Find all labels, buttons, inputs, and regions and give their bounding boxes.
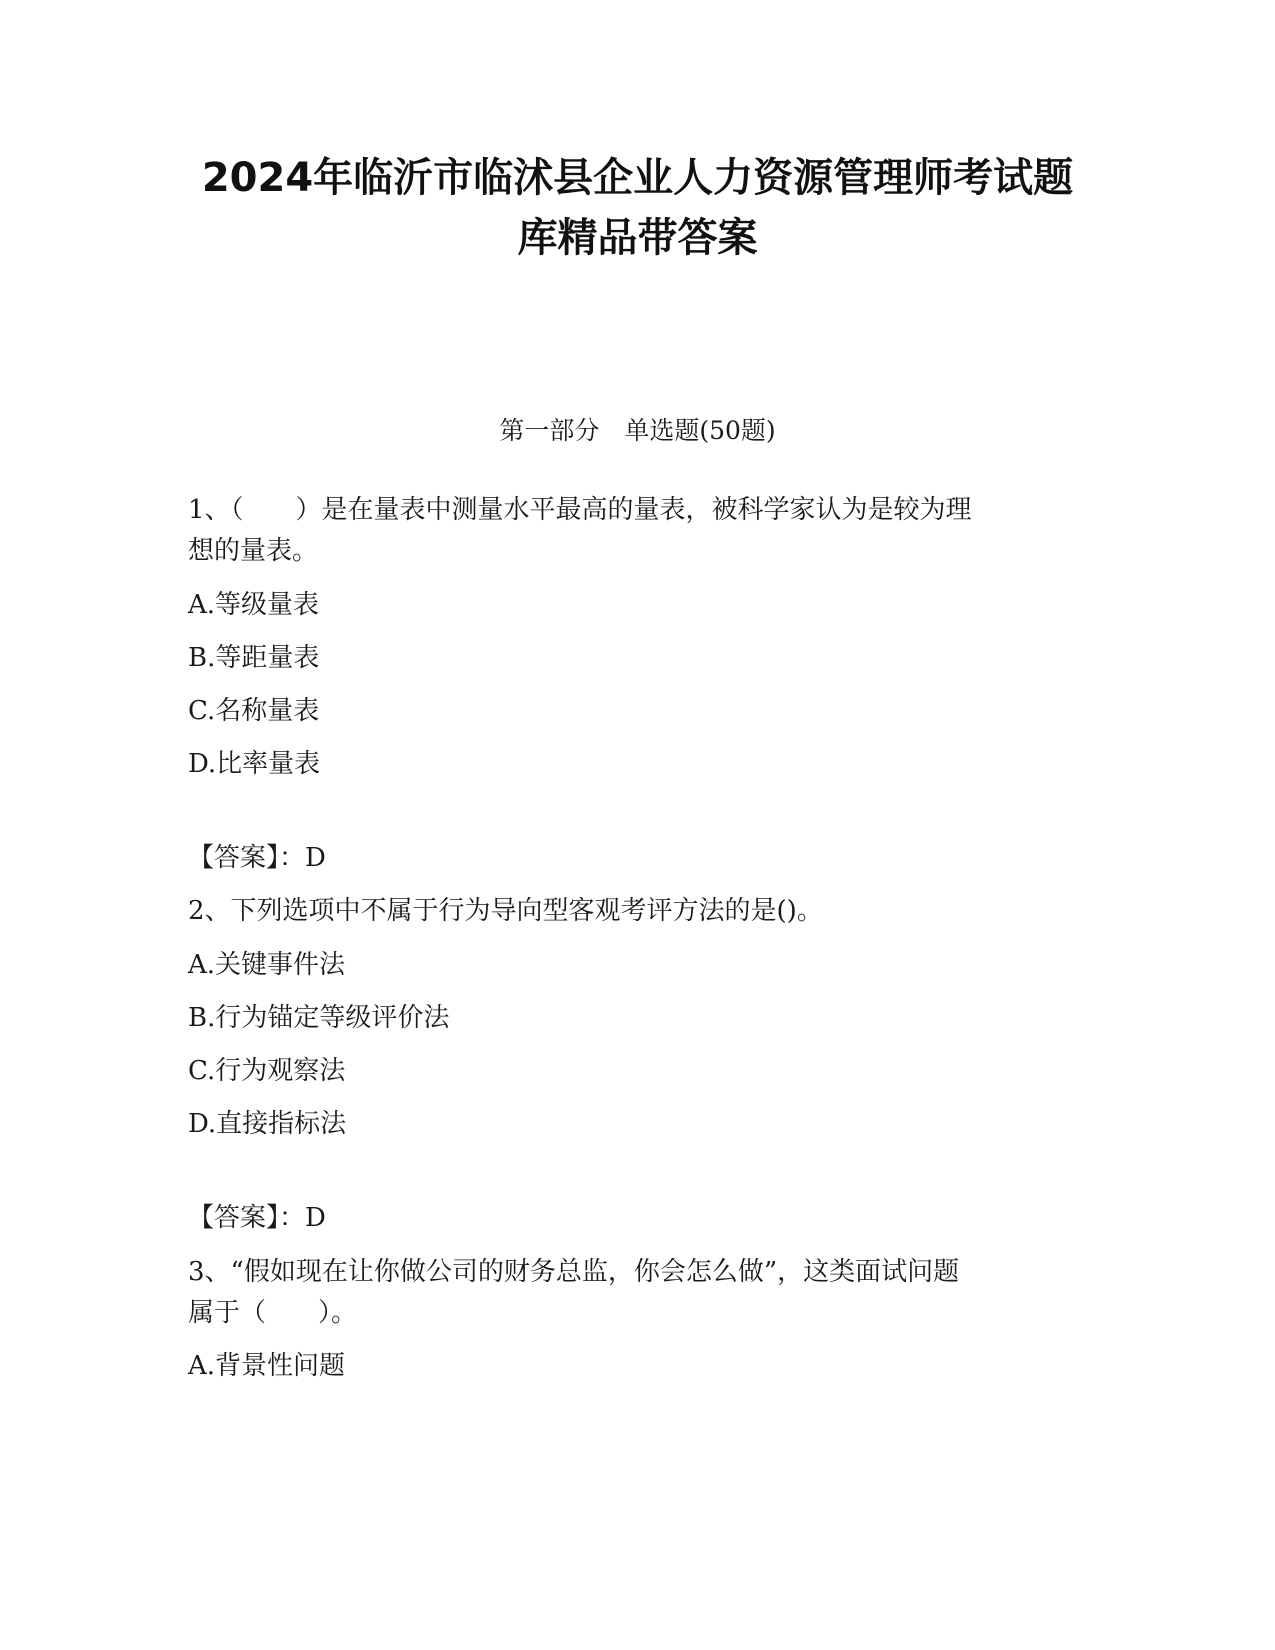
question-2-option-b: B.行为锚定等级评价法 — [188, 1003, 450, 1033]
question-1-answer: 【答案】：D — [188, 843, 326, 873]
question-2-option-d: D.直接指标法 — [188, 1109, 347, 1139]
question-2-option-a: A.关键事件法 — [188, 950, 346, 980]
question-1-option-d: D.比率量表 — [188, 749, 321, 779]
question-3-stem-line-1: 3、“假如现在让你做公司的财务总监，你会怎么做”，这类面试问题 — [188, 1257, 960, 1287]
question-2-option-c: C.行为观察法 — [188, 1056, 346, 1086]
section-heading: 第一部分 单选题(50题) — [499, 416, 776, 445]
question-2-answer: 【答案】：D — [188, 1203, 326, 1233]
question-3-stem-line-2: 属于（ ）。 — [188, 1298, 358, 1328]
question-1-stem-line-2: 想的量表。 — [188, 536, 319, 566]
question-3-option-a: A.背景性问题 — [188, 1351, 346, 1381]
question-1-option-b: B.等距量表 — [188, 643, 320, 673]
question-1-option-a: A.等级量表 — [188, 590, 320, 620]
question-1-option-c: C.名称量表 — [188, 696, 320, 726]
document-title-line-2: 库精品带答案 — [517, 215, 758, 261]
document-title-line-1: 2024年临沂市临沭县企业人力资源管理师考试题 — [201, 155, 1074, 201]
question-1-stem-line-1: 1、（ ）是在量表中测量水平最高的量表，被科学家认为是较为理 — [188, 495, 972, 525]
document-title — [150, 148, 1125, 268]
question-2-stem-line-1: 2、下列选项中不属于行为导向型客观考评方法的是()。 — [188, 896, 823, 926]
